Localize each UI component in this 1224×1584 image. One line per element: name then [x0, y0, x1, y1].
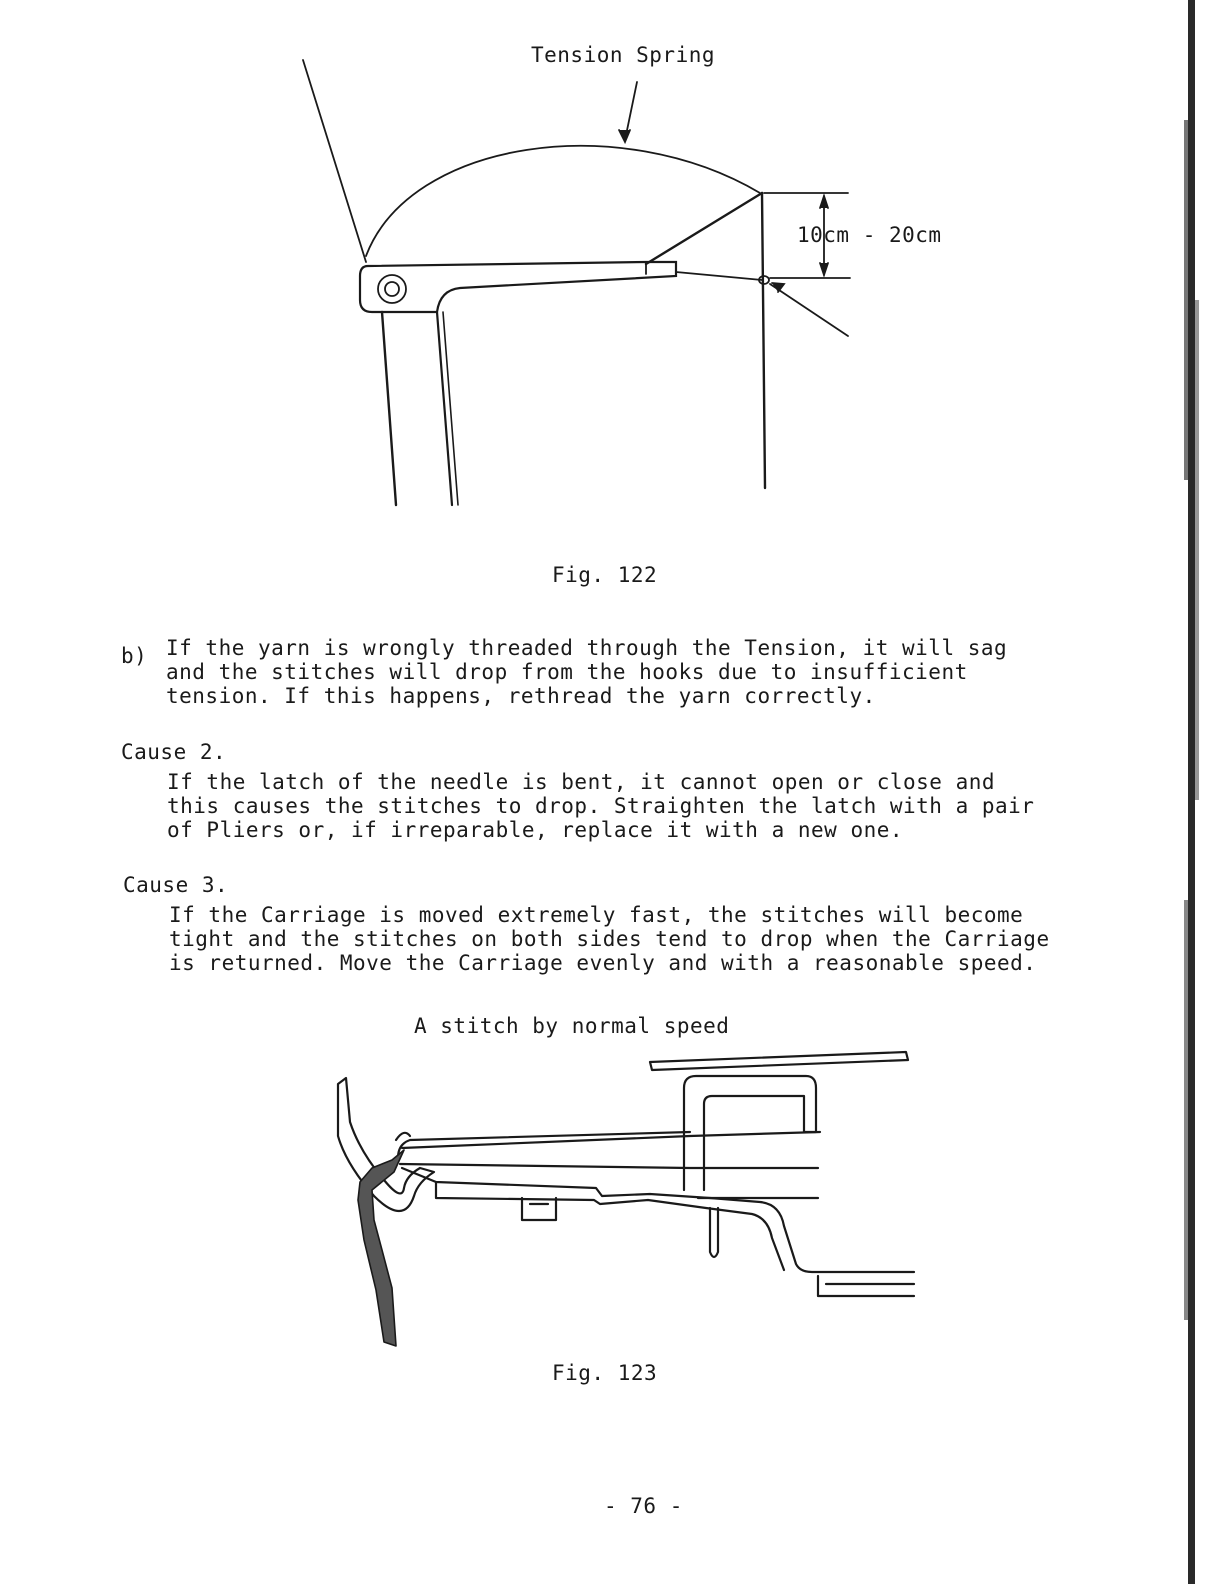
fig122-drawing	[0, 0, 1224, 560]
cause3-heading: Cause 3.	[123, 873, 229, 897]
para-b-line: and the stitches will drop from the hooks due to insufficient	[166, 660, 968, 684]
fig122-yarn-diagonal	[646, 193, 762, 264]
cause3-line: tight and the stitches on both sides tend to drop when the Carriage	[169, 927, 1050, 951]
fig122-arm	[360, 262, 676, 312]
fig122-tension-spring	[366, 146, 760, 256]
para-b-line: If the yarn is wrongly threaded through the Tension, it will sag	[166, 636, 1008, 660]
cause2-line: of Pliers or, if irreparable, replace it with a new one.	[167, 818, 904, 842]
fig122-left-guide-line	[303, 60, 366, 262]
fig123-title: A stitch by normal speed	[414, 1014, 730, 1038]
fig122-label-tension-spring: Tension Spring	[531, 43, 716, 67]
fig123-caption: Fig. 123	[552, 1361, 658, 1385]
fig122-eyelet-leader	[770, 284, 848, 336]
fig123-sinker-plate	[402, 1168, 914, 1272]
fig123-fabric	[358, 1150, 404, 1346]
cause2-line: this causes the stitches to drop. Straighten the latch with a pair	[167, 794, 1035, 818]
page-number: - 76 -	[604, 1494, 683, 1518]
fig122-spring-arrowhead	[619, 130, 630, 142]
para-b-line: tension. If this happens, rethread the yarn correctly.	[166, 684, 876, 708]
fig122-label-dimension: 10cm - 20cm	[797, 223, 942, 247]
cause3-body	[169, 903, 1050, 975]
cause2-line: If the latch of the needle is bent, it cannot open or close and	[167, 770, 996, 794]
fig122-pivot-inner	[385, 282, 399, 296]
fig123-bolt	[522, 1198, 556, 1220]
fig122-right-post	[762, 193, 765, 488]
fig122-left-leg-a	[382, 312, 396, 505]
fig123-top-plate	[650, 1052, 908, 1070]
cause2-body	[167, 770, 1034, 842]
scan-edge-artifact	[1178, 0, 1204, 1584]
fig122-pivot-outer	[378, 275, 406, 303]
cause3-line: If the Carriage is moved extremely fast, the stitches will become	[169, 903, 1024, 927]
fig122-caption: Fig. 122	[552, 563, 658, 587]
para-b-marker: b)	[121, 644, 148, 668]
cause2-heading: Cause 2.	[121, 740, 227, 764]
fig123-gate-peg	[338, 1078, 434, 1211]
fig123-needle	[398, 1132, 690, 1158]
fig122-yarn-to-tip	[676, 272, 762, 280]
fig123-pin	[710, 1208, 718, 1257]
cause3-line: is returned. Move the Carriage evenly and with a reasonable speed.	[169, 951, 1037, 975]
para-b	[166, 636, 1007, 708]
